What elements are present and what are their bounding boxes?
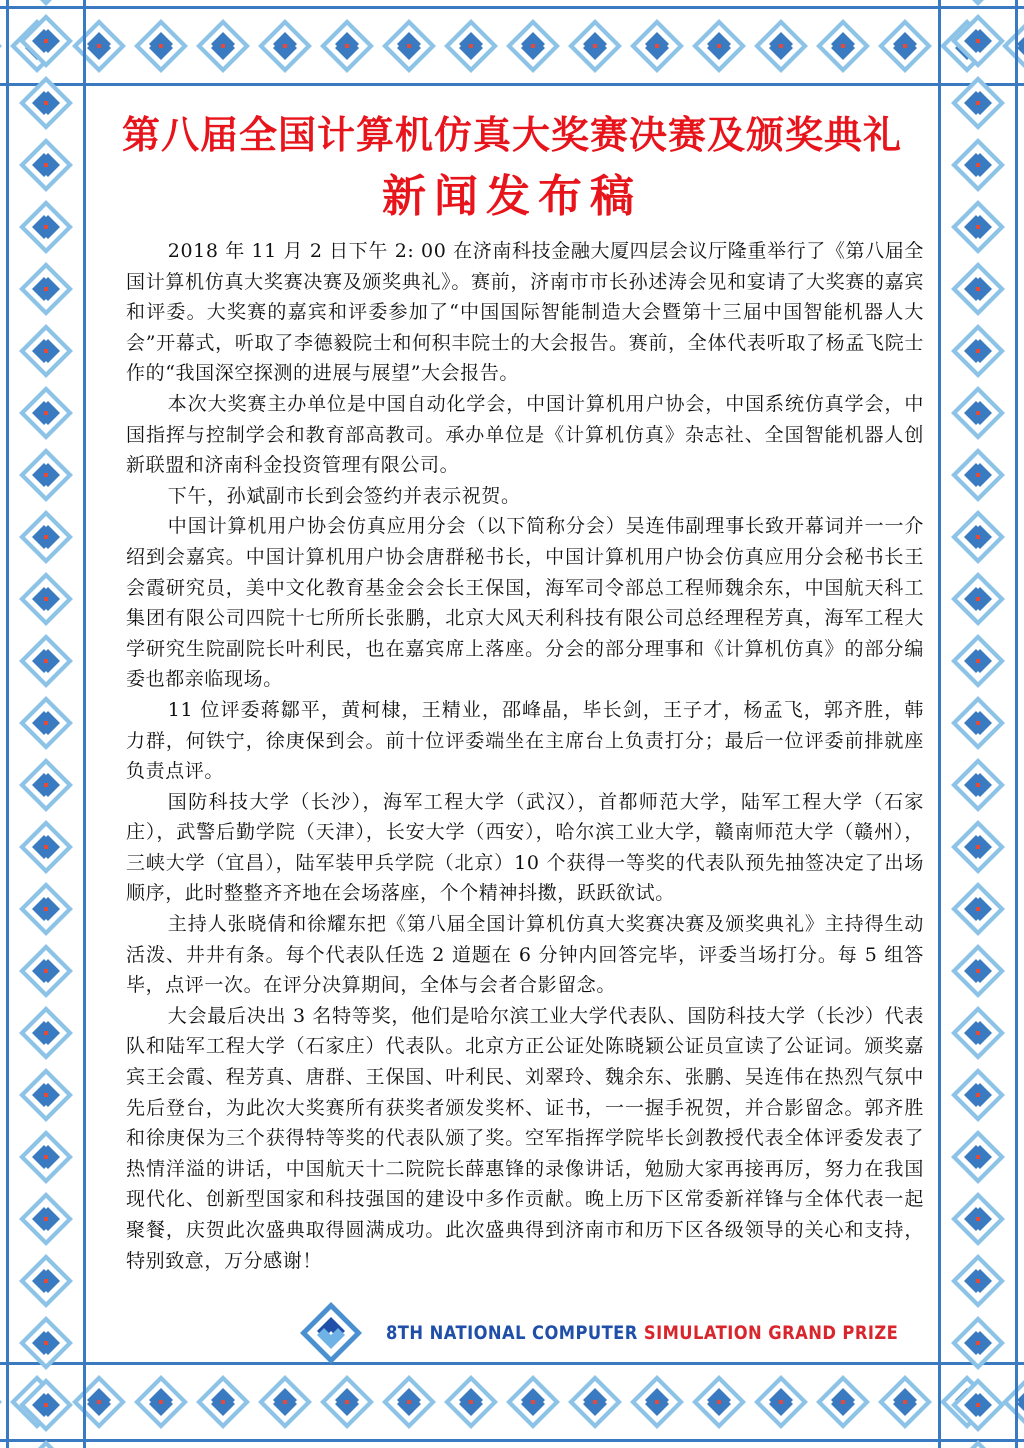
paragraph-2: 本次大奖赛主办单位是中国自动化学会，中国计算机用户协会，中国系统仿真学会，中国指挥与控制学会和教育部高教司。承办单位是《计算机仿真》杂志社、全国智能机器人创新联盟和济南科金投资管理有限公司。 <box>126 392 924 477</box>
paragraph-6: 国防科技大学（长沙），海军工程大学（武汉），首都师范大学，陆军工程大学（石家庄），武警后勤学院（天津），长安大学（西安），哈尔滨工业大学，赣南师范大学（赣州），三峡大学（宜昌），陆军装甲兵学院（北京）10 个获得一等奖的代表队预先抽签决定了出场顺序，此时整整齐齐地在会场落座，个个精神抖擞，跃跃欲试。 <box>126 790 924 905</box>
footer-brand-text <box>386 1322 898 1344</box>
decorative-border-bottom <box>0 1356 1024 1448</box>
page-subtitle: 新闻发布稿 <box>382 171 642 222</box>
paragraph-1: 2018 年 11 月 2 日下午 2: 00 在济南科技金融大厦四层会议厅隆重举行了《第八届全国计算机仿真大奖赛决赛及颁奖典礼》。赛前，济南市市长孙述涛会见和宴请了大奖赛的嘉宾和评委。大奖赛的嘉宾和评委参加了“中国国际智能制造大会暨第十三届中国智能机器人大会”开幕式，听取了李德毅院士和何积丰院士的大会报告。赛前，全体代表听取了杨孟飞院士作的“我国深空探测的进展与展望”大会报告。 <box>126 240 924 385</box>
footer-text-part-1: 8TH NATIONAL COMPUTER <box>386 1322 644 1344</box>
paragraph-4: 中国计算机用户协会仿真应用分会（以下简称分会）吴连伟副理事长致开幕词并一一介绍到会嘉宾。中国计算机用户协会唐群秘书长，中国计算机用户协会仿真应用分会秘书长王会霞研究员，美中文化教育基金会会长王保国，海军司令部总工程师魏余东，中国航天科工集团有限公司四院十七所所长张鹏，北京大风天利科技有限公司总经理程芳真，海军工程大学研究生院副院长叶利民，也在嘉宾席上落座。分会的部分理事和《计算机仿真》的部分编委也都亲临现场。 <box>126 515 924 691</box>
spiral-s-logo-icon <box>298 1300 364 1366</box>
paragraph-3: 下午，孙斌副市长到会签约并表示祝贺。 <box>167 484 521 507</box>
footer-text-part-2: SIMULATION GRAND PRIZE <box>643 1322 899 1344</box>
decorative-border-left <box>0 0 92 1448</box>
paragraph-7: 主持人张晓倩和徐耀东把《第八届全国计算机仿真大奖赛决赛及颁奖典礼》主持得生动活泼、井井有条。每个代表队任选 2 道题在 6 分钟内回答完毕，评委当场打分。每 5 组答毕，点评一次。在评分决算期间，全体与会者合影留念。 <box>126 913 924 997</box>
article-body <box>126 236 924 1276</box>
paragraph-5: 11 位评委蒋鄒平，黄柯棣，王精业，邵峰晶，毕长剑，王子才，杨孟飞，郭齐胜，韩力群，何铁宁，徐庚保到会。前十位评委端坐在主席台上负责打分；最后一位评委前排就座负责点评。 <box>126 698 924 783</box>
paragraph-8: 大会最后决出 3 名特等奖，他们是哈尔滨工业大学代表队、国防科技大学（长沙）代表队和陆军工程大学（石家庄）代表队。北京方正公证处陈晓颖公证员宣读了公证词。颁奖嘉宾王会霞、程芳真、唐群、王保国、叶利民、刘翠玲、魏余东、张鹏、吴连伟在热烈气氛中先后登台，为此次大奖赛所有获奖者颁发奖杯、证书，一一握手祝贺，并合影留念。郭齐胜和徐庚保为三个获得特等奖的代表队颁了奖。空军指挥学院毕长剑教授代表全体评委发表了热情洋溢的讲话，中国航天十二院院长薛惠锋的录像讲话，勉励大家再接再厉，努力在我国现代化、创新型国家和科技强国的建设中多作贡献。晚上历下区常委新祥锋与全体代表一起聚餐，庆贺此次盛典取得圆满成功。此次盛典得到济南市和历下区各级领导的关心和支持，特别致意，万分感谢！ <box>126 1004 924 1272</box>
decorative-border-top <box>0 0 1024 92</box>
page-title: 第八届全国计算机仿真大奖赛决赛及颁奖典礼 <box>121 112 902 157</box>
decorative-border-right <box>932 0 1024 1448</box>
